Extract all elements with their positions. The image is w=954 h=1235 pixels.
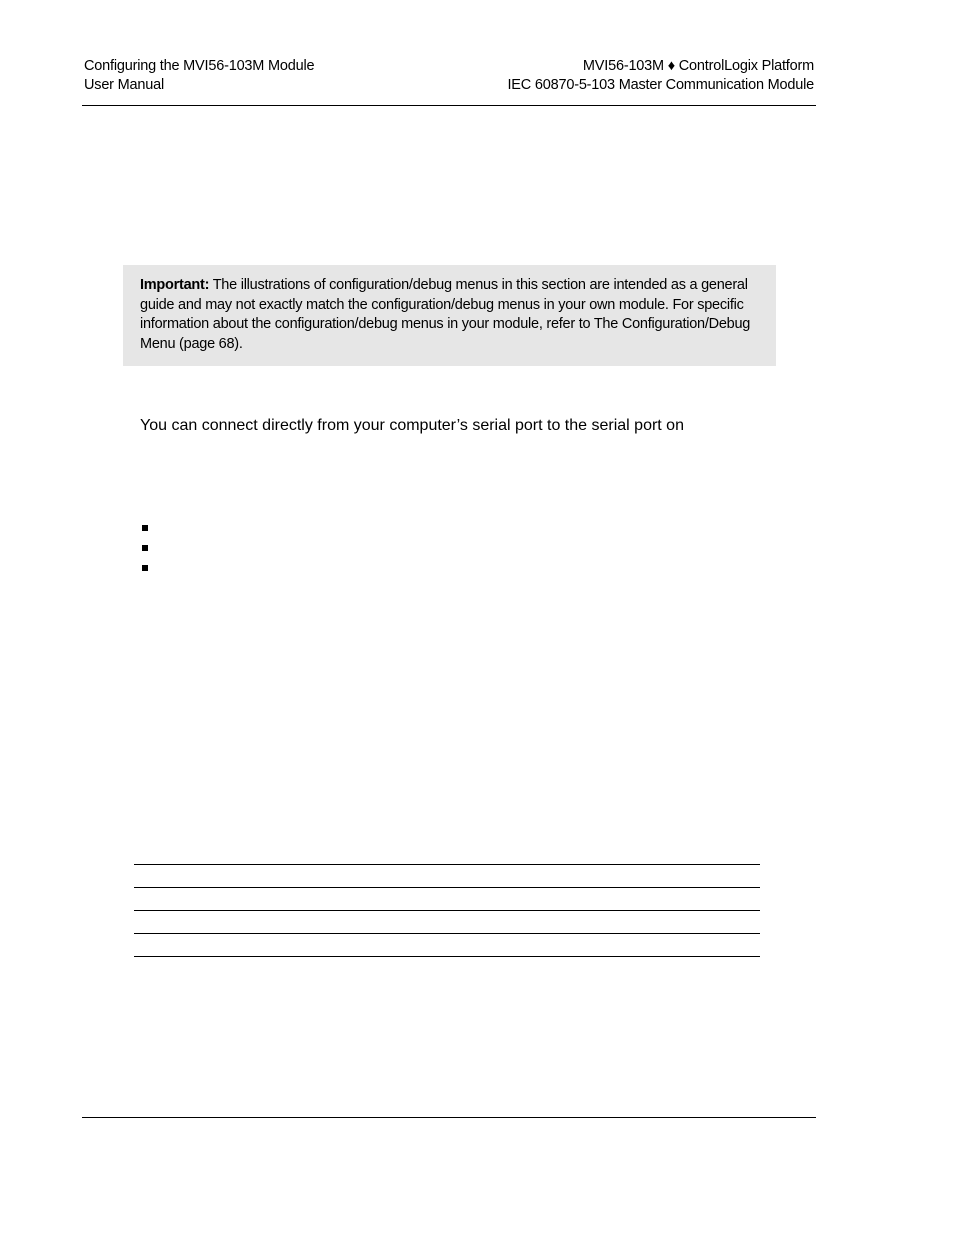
important-label: Important: (140, 277, 210, 293)
important-text: The illustrations of configuration/debug menus in this section are intended as a general guide and may not exactly match the configuration/debug menus in your own module. For specific information about the configuration/debug menus in your module, refer to The Configuration/Debug Menu (page 68). (140, 277, 751, 352)
header-manual-type: User Manual (84, 77, 164, 93)
header-chapter-title: Configuring the MVI56-103M Module (84, 58, 315, 74)
table-bottom-rule (134, 956, 760, 957)
header-divider (82, 105, 816, 106)
header-right (507, 57, 814, 95)
footer-divider (82, 1117, 816, 1118)
header-product-platform: MVI56-103M ♦ ControlLogix Platform (582, 58, 814, 74)
header-product-description: IEC 60870-5-103 Master Communication Module (507, 77, 814, 93)
header-left (84, 57, 314, 95)
table-row-rule (134, 910, 760, 911)
bullet-marker (142, 565, 148, 571)
bullet-marker (142, 545, 148, 551)
table-row-rule (134, 887, 760, 888)
important-callout (123, 265, 776, 366)
table-row-rule (134, 933, 760, 934)
bullet-list (140, 525, 148, 585)
bullet-marker (142, 525, 148, 531)
body-paragraph: You can connect directly from your computer’s serial port to the serial port on (140, 417, 684, 434)
table-top-rule (134, 864, 760, 865)
